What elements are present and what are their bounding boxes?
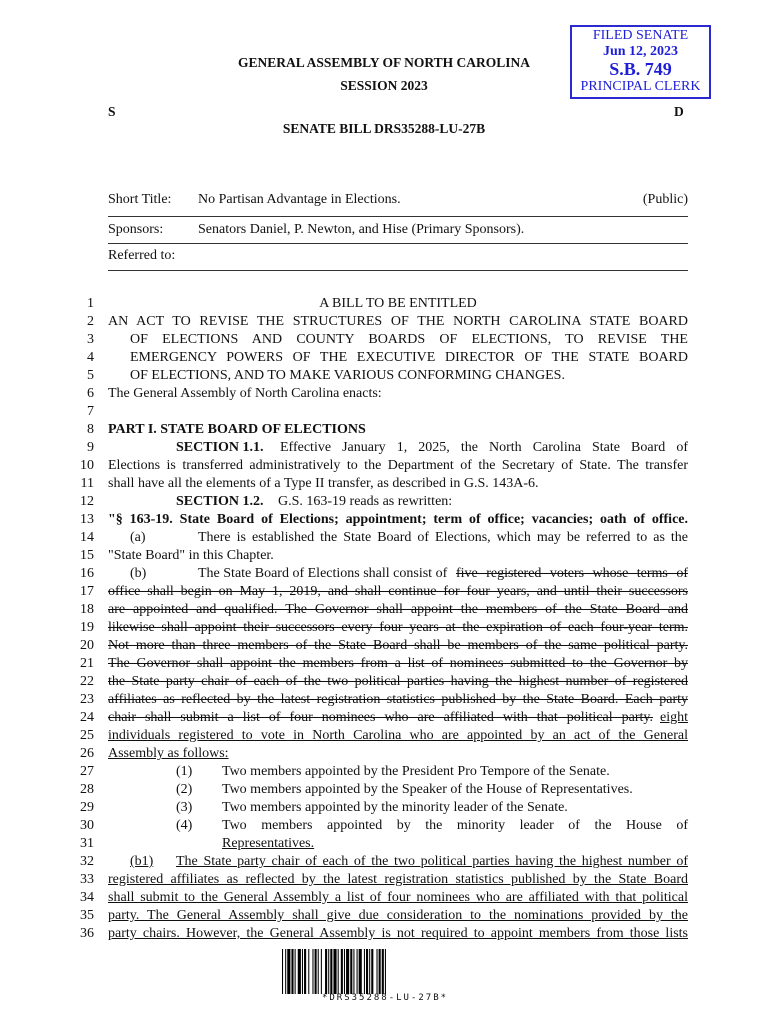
list-number: (1)	[176, 764, 193, 779]
list-number: (2)	[176, 782, 193, 797]
left-indicator: S	[108, 104, 116, 119]
inserted-text: eight	[660, 710, 688, 725]
struck-line: are appointed and qualified. The Governor shall appoint the members of the State Board and	[108, 602, 688, 617]
statute-heading: "§ 163-19. State Board of Elections; appointment; term of office; vacancies; oath of office.	[108, 512, 688, 527]
list-text: Two members appointed by the minority leader of the House of	[222, 818, 688, 833]
section-number: SECTION 1.2.	[176, 494, 264, 509]
divider	[108, 243, 688, 244]
line-number: 12	[80, 494, 94, 509]
subsection-text: There is established the State Board of Elections, which may be referred to as the	[198, 530, 688, 545]
line-number: 30	[80, 818, 94, 833]
struck-line: affiliates as reflected by the latest registration statistics published by the State Board. Each party	[108, 692, 688, 707]
inserted-line: shall submit to the General Assembly a list of four nominees who are affiliated with that political	[108, 890, 688, 905]
section-number: SECTION 1.1.	[176, 440, 264, 455]
line-number: 6	[87, 386, 94, 401]
line-number: 14	[80, 530, 94, 545]
line-number: 13	[80, 512, 94, 527]
line-number: 29	[80, 800, 94, 815]
list-text: Two members appointed by the minority leader of the Senate.	[222, 800, 568, 815]
line-number: 25	[80, 728, 94, 743]
line-number: 27	[80, 764, 94, 779]
struck-line: Not more than three members of the State Board shall be members of the same political party.	[108, 638, 688, 653]
line-number: 9	[87, 440, 94, 455]
divider	[108, 216, 688, 217]
stamp-clerk: PRINCIPAL CLERK	[580, 79, 701, 94]
list-number: (4)	[176, 818, 193, 833]
stamp-filed-label: FILED SENATE	[592, 28, 689, 43]
line-number: 26	[80, 746, 94, 761]
line-number: 21	[80, 656, 94, 671]
subsection-text: The State party chair of each of the two political parties having the highest number of	[176, 854, 688, 869]
line-number: 33	[80, 872, 94, 887]
subsection-label: (a)	[130, 530, 146, 545]
line-number: 20	[80, 638, 94, 653]
assembly-title: GENERAL ASSEMBLY OF NORTH CAROLINA	[237, 55, 531, 70]
line-number: 34	[80, 890, 94, 905]
line-number: 2	[87, 314, 94, 329]
short-title-label: Short Title:	[108, 192, 172, 207]
list-text: Two members appointed by the President Pro Tempore of the Senate.	[222, 764, 610, 779]
line-number: 17	[80, 584, 94, 599]
subsection-label: (b)	[130, 566, 147, 581]
line-number: 4	[87, 350, 94, 365]
session-title: SESSION 2023	[340, 78, 428, 93]
body-line: Elections is transferred administratively to the Department of the Secretary of State. The transfer	[108, 458, 688, 473]
section-text: Effective January 1, 2025, the North Carolina State Board of	[280, 440, 688, 455]
line-number: 16	[80, 566, 94, 581]
referred-label: Referred to:	[108, 248, 176, 263]
act-title-line: OF ELECTIONS AND COUNTY BOARDS OF ELECTIONS, TO REVISE THE	[130, 332, 688, 347]
subsection-label: (b1)	[130, 854, 154, 869]
barcode-text: *DRS35288-LU-27B*	[321, 993, 449, 1003]
bill-id: SENATE BILL DRS35288-LU-27B	[282, 121, 486, 136]
short-title-value: No Partisan Advantage in Elections.	[198, 192, 401, 207]
divider	[108, 270, 688, 271]
line-number: 7	[87, 404, 94, 419]
body-line: shall have all the elements of a Type II transfer, as described in G.S. 143A-6.	[108, 476, 539, 491]
struck-text: five registered voters whose terms of	[456, 566, 688, 581]
list-text: Two members appointed by the Speaker of the House of Representatives.	[222, 782, 633, 797]
line-number: 1	[87, 296, 94, 311]
inserted-line: registered affiliates as reflected by the latest registration statistics published by the State Board	[108, 872, 688, 887]
list-number: (3)	[176, 800, 193, 815]
line-number: 5	[87, 368, 94, 383]
act-title-line: EMERGENCY POWERS OF THE EXECUTIVE DIRECTOR OF THE STATE BOARD	[130, 350, 688, 365]
section-text: G.S. 163-19 reads as rewritten:	[278, 494, 453, 509]
sponsors-label: Sponsors:	[108, 222, 164, 237]
line-number: 8	[87, 422, 94, 437]
struck-text: chair shall submit a list of four nominees who are affiliated with that political party.	[108, 710, 653, 725]
line-number: 28	[80, 782, 94, 797]
act-title-line: AN ACT TO REVISE THE STRUCTURES OF THE NORTH CAROLINA STATE BOARD	[108, 314, 688, 329]
line-number: 15	[80, 548, 94, 563]
struck-line: the State party chair of each of the two political parties having the highest number of registered	[108, 674, 688, 689]
line-number: 18	[80, 602, 94, 617]
line-number: 24	[80, 710, 94, 725]
subsection-text: The State Board of Elections shall consist of	[198, 566, 448, 581]
body-line: "State Board" in this Chapter.	[108, 548, 274, 563]
line-number: 35	[80, 908, 94, 923]
inserted-line: party chairs. However, the General Assembly is not required to appoint members from those lists	[108, 926, 688, 941]
line-number: 11	[80, 476, 94, 491]
line-number: 19	[80, 620, 94, 635]
list-text-continued: Representatives.	[222, 836, 315, 851]
struck-line: office shall begin on May 1, 2019, and shall continue for four years, and until their successors	[108, 584, 688, 599]
act-title-line: OF ELECTIONS, AND TO MAKE VARIOUS CONFORMING CHANGES.	[130, 368, 565, 383]
bill-heading: A BILL TO BE ENTITLED	[319, 296, 477, 311]
line-number: 3	[87, 332, 94, 347]
stamp-date: Jun 12, 2023	[602, 44, 679, 59]
line-number: 31	[80, 836, 94, 851]
line-number: 32	[80, 854, 94, 869]
public-label: (Public)	[642, 192, 688, 207]
right-indicator: D	[674, 104, 684, 119]
inserted-line: Assembly as follows:	[108, 746, 229, 761]
inserted-line: party. The General Assembly shall give due consideration to the nominations provided by the	[108, 908, 688, 923]
line-number: 23	[80, 692, 94, 707]
line-number: 22	[80, 674, 94, 689]
sponsors-value: Senators Daniel, P. Newton, and Hise (Primary Sponsors).	[198, 222, 525, 237]
barcode	[282, 949, 488, 994]
stamp-bill-number: S.B. 749	[609, 59, 672, 79]
line-number: 10	[80, 458, 94, 473]
struck-line: The Governor shall appoint the members from a list of nominees submitted to the Governor by	[108, 656, 688, 671]
inserted-line: individuals registered to vote in North Carolina who are appointed by an act of the General	[108, 728, 688, 743]
line-number: 36	[80, 926, 94, 941]
part-heading: PART I. STATE BOARD OF ELECTIONS	[108, 422, 366, 437]
struck-line: likewise shall appoint their successors every four years at the expiration of each four-year term.	[108, 620, 688, 635]
enacting-clause: The General Assembly of North Carolina enacts:	[108, 386, 382, 401]
